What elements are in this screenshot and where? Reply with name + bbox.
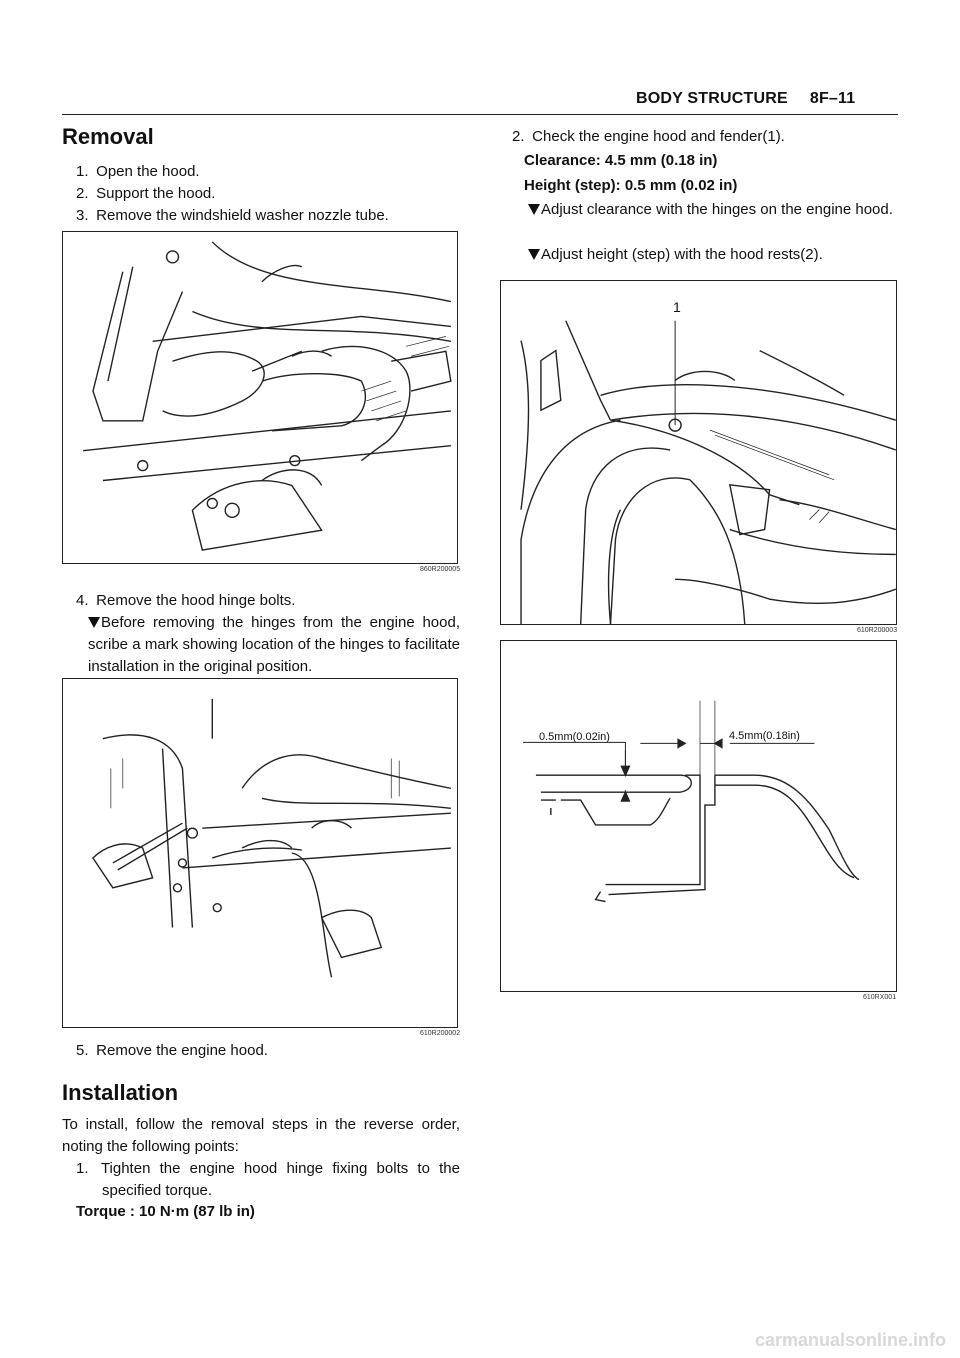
label-height-step: 0.5mm(0.02in) <box>539 731 610 743</box>
installation-note-height: Adjust height (step) with the hood rests(2). <box>528 244 898 266</box>
removal-note-4: Before removing the hinges from the engine hood, scribe a mark showing location of the hinges to facilitate installation in the original position. <box>88 614 460 675</box>
installation-clearance: Clearance: 4.5 mm (0.18 in) <box>524 152 718 169</box>
figure-clearance-diagram <box>500 640 897 992</box>
installation-step-1: 1. Tighten the engine hood hinge fixing bolts to the specified torque. <box>76 1160 460 1199</box>
removal-step-3: 3. Remove the windshield washer nozzle tube. <box>76 207 389 224</box>
installation-step-2: 2. Check the engine hood and fender(1). <box>512 128 785 145</box>
removal-step-4: 4. Remove the hood hinge bolts. <box>76 592 296 609</box>
hood-hinge-illustration <box>63 679 457 1027</box>
header-rule <box>62 114 898 115</box>
header-section: 8F–11 <box>809 90 856 107</box>
installation-height: Height (step): 0.5 mm (0.02 in) <box>524 177 738 194</box>
washer-nozzle-illustration <box>63 232 457 563</box>
removal-step-1: 1. Open the hood. <box>76 163 200 180</box>
bullet-triangle-icon <box>528 249 540 260</box>
installation-intro: To install, follow the removal steps in the reverse order, noting the following points: <box>62 1116 460 1155</box>
bullet-triangle-icon <box>88 617 100 628</box>
installation-torque: Torque : 10 N·m (87 lb in) <box>76 1203 255 1220</box>
clearance-section-diagram <box>501 641 896 991</box>
removal-heading: Removal <box>62 124 154 149</box>
header-title: BODY STRUCTURE <box>636 90 788 107</box>
figure-washer-nozzle-tube <box>62 231 458 564</box>
bullet-triangle-icon <box>528 204 540 215</box>
figure-3-callout-1: 1 <box>673 299 681 315</box>
installation-note-clearance: Adjust clearance with the hinges on the engine hood. <box>528 199 898 221</box>
figure-4-code: 610RX001 <box>863 994 897 1001</box>
figure-hood-fender-view <box>500 280 897 625</box>
removal-step-5: 5. Remove the engine hood. <box>76 1042 268 1059</box>
installation-heading: Installation <box>62 1080 179 1105</box>
figure-2-code: 610R200002 <box>420 1030 461 1037</box>
hood-fender-illustration <box>501 281 896 624</box>
figure-1-code: 860R200005 <box>420 566 461 573</box>
label-clearance: 4.5mm(0.18in) <box>729 730 800 742</box>
page-header <box>636 90 855 108</box>
figure-hood-hinge-bolts <box>62 678 458 1028</box>
removal-step-2: 2. Support the hood. <box>76 185 216 202</box>
figure-3-code: 610R200003 <box>857 627 898 634</box>
site-watermark: carmanualsonline.info <box>754 1330 946 1350</box>
